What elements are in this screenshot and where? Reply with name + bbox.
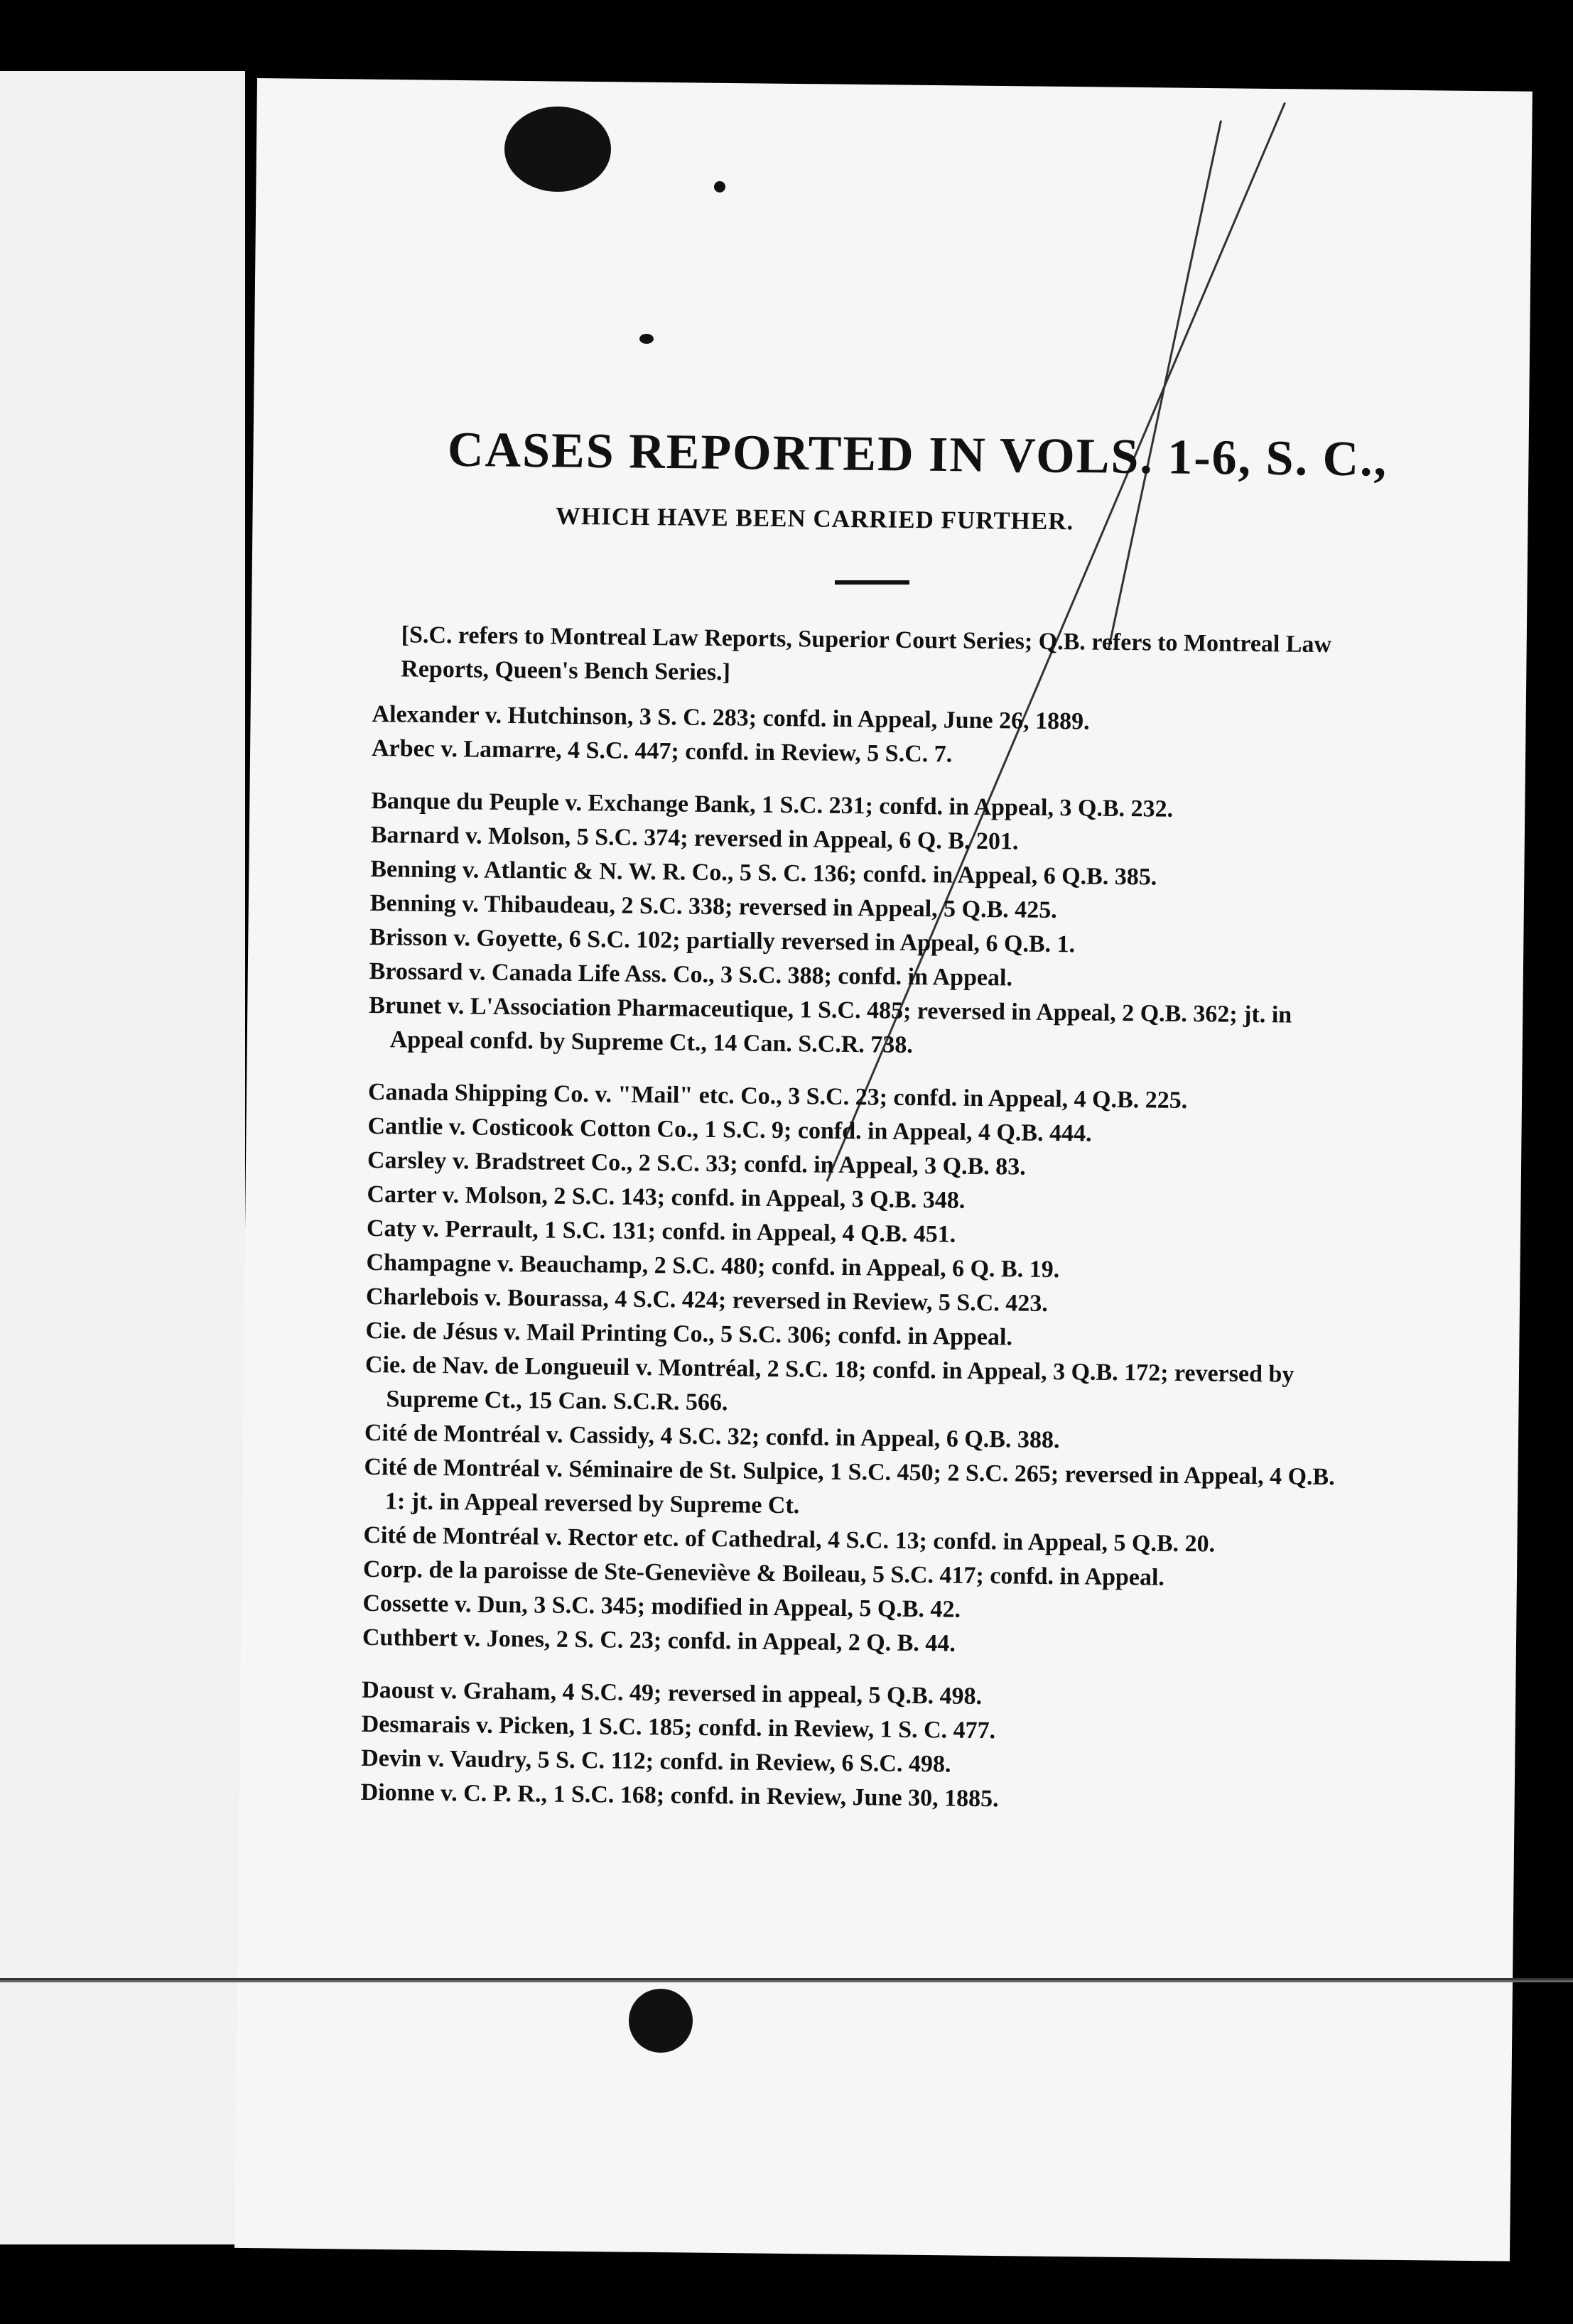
case-entry: Carsley v. Bradstreet Co., 2 S.C. 33; confd. in Appeal, 3 Q.B. 83. (367, 1146, 1026, 1180)
case-entry: Canada Shipping Co. v. "Mail" etc. Co., 3 S.C. 23; confd. in Appeal, 4 Q.B. 225. (367, 1078, 1188, 1114)
case-entry: Cité de Montréal v. Cassidy, 4 S.C. 32; confd. in Appeal, 6 Q.B. 388. (364, 1419, 1060, 1454)
case-entry: Devin v. Vaudry, 5 S. C. 112; confd. in Review, 6 S.C. 498. (360, 1744, 951, 1778)
group-b (369, 784, 1345, 1067)
ink-blot (504, 107, 611, 192)
case-entry: Corp. de la paroisse de Ste-Geneviève & Boileau, 5 S.C. 417; confd. in Appeal. (362, 1555, 1165, 1591)
case-list (360, 618, 1346, 1838)
case-entry: Barnard v. Molson, 5 S.C. 374; reversed in Appeal, 6 Q. B. 201. (370, 821, 1019, 855)
case-entry: Caty v. Perrault, 1 S.C. 131; confd. in Appeal, 4 Q.B. 451. (366, 1215, 956, 1248)
ink-blot (629, 1989, 693, 2053)
case-entry: Carter v. Molson, 2 S.C. 143; confd. in Appeal, 3 Q.B. 348. (367, 1180, 966, 1214)
case-entry: Cossette v. Dun, 3 S.C. 345; modified in Appeal, 5 Q.B. 42. (362, 1590, 961, 1623)
page-subtitle: WHICH HAVE BEEN CARRIED FURTHER. (555, 501, 1074, 536)
group-d (360, 1673, 1335, 1820)
case-entry: Brisson v. Goyette, 6 S.C. 102; partially reversed in Appeal, 6 Q.B. 1. (369, 923, 1076, 958)
case-entry: Cie. de Nav. de Longueuil v. Montréal, 2 S.C. 18; confd. in Appeal, 3 Q.B. 172; reversed by Supreme Ct., 15 Can. S.C.R. 566. (364, 1351, 1294, 1416)
title-divider (835, 580, 909, 585)
case-entry: Charlebois v. Bourassa, 4 S.C. 424; reversed in Review, 5 S.C. 423. (365, 1283, 1049, 1317)
abbreviation-note: [S.C. refers to Montreal Law Reports, Superior Court Series; Q.B. refers to Montreal Law Reports, Queen's Bench Series.] (401, 621, 1332, 686)
page-title: CASES REPORTED IN VOLS. 1-6, S. C., (447, 422, 1388, 487)
case-entry: Cité de Montréal v. Séminaire de St. Sulpice, 1 S.C. 450; 2 S.C. 265; reversed in Appeal, 4 Q.B. 1: jt. in Appeal reversed by Supreme Ct. (364, 1453, 1335, 1519)
case-entry: Cuthbert v. Jones, 2 S. C. 23; confd. in Appeal, 2 Q. B. 44. (362, 1624, 956, 1657)
group-c (362, 1075, 1341, 1665)
case-entry: Cie. de Jésus v. Mail Printing Co., 5 S.C. 306; confd. in Appeal. (365, 1317, 1013, 1351)
ink-spot (639, 334, 654, 344)
case-entry: Brossard v. Canada Life Ass. Co., 3 S.C. 388; confd. in Appeal. (369, 957, 1013, 992)
case-entry: Benning v. Atlantic & N. W. R. Co., 5 S. C. 136; confd. in Appeal, 6 Q.B. 385. (370, 855, 1157, 891)
scan-rule-line (0, 1978, 1573, 1982)
case-entry: Dionne v. C. P. R., 1 S.C. 168; confd. in Review, June 30, 1885. (360, 1779, 999, 1813)
case-entry: Daoust v. Graham, 4 S.C. 49; reversed in appeal, 5 Q.B. 498. (361, 1676, 983, 1710)
case-entry: Brunet v. L'Association Pharmaceutique, 1 S.C. 485; reversed in Appeal, 2 Q.B. 362; jt. in Appeal confd. by Supreme Ct., 14 Can. S.C.R. 738. (369, 992, 1292, 1058)
case-entry: Banque du Peuple v. Exchange Bank, 1 S.C. 231; confd. in Appeal, 3 Q.B. 232. (371, 787, 1174, 822)
case-entry: Cité de Montréal v. Rector etc. of Cathedral, 4 S.C. 13; confd. in Appeal, 5 Q.B. 20. (363, 1521, 1216, 1558)
case-entry: Desmarais v. Picken, 1 S.C. 185; confd. in Review, 1 S. C. 477. (361, 1710, 996, 1744)
ink-spot (714, 181, 725, 192)
group-a (372, 697, 1346, 776)
case-entry: Alexander v. Hutchinson, 3 S. C. 283; confd. in Appeal, June 26, 1889. (372, 700, 1090, 735)
case-entry: Champagne v. Beauchamp, 2 S.C. 480; confd. in Appeal, 6 Q. B. 19. (366, 1249, 1060, 1283)
case-entry: Cantlie v. Costicook Cotton Co., 1 S.C. 9; confd. in Appeal, 4 Q.B. 444. (367, 1112, 1092, 1147)
adjacent-page-fragment (0, 71, 245, 2244)
case-entry: Benning v. Thibaudeau, 2 S.C. 338; reversed in Appeal, 5 Q.B. 425. (369, 889, 1057, 924)
case-entry: Arbec v. Lamarre, 4 S.C. 447; confd. in Review, 5 S.C. 7. (371, 734, 953, 768)
